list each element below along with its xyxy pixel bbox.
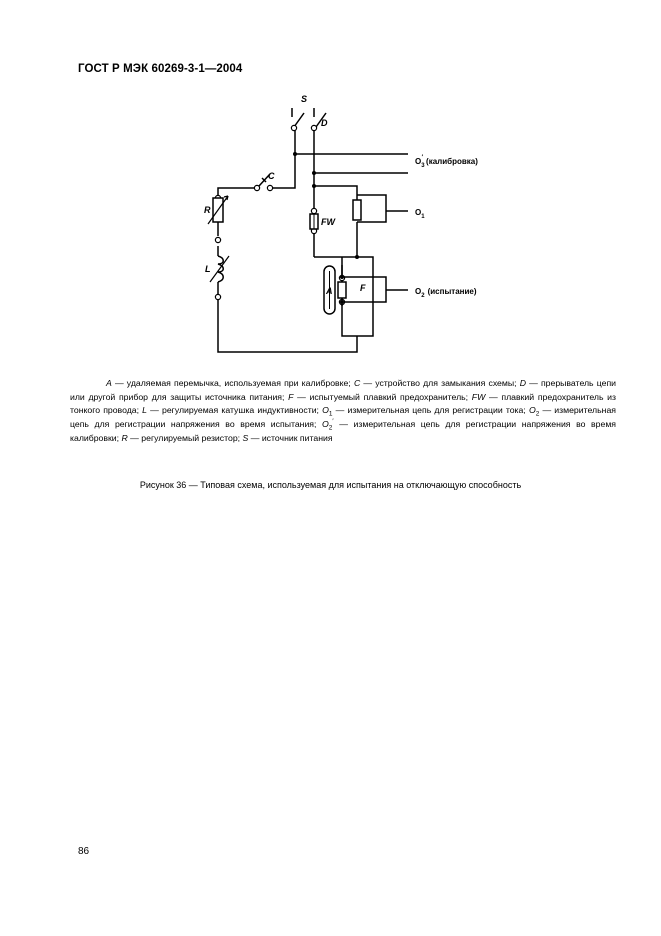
- label-d: D: [321, 118, 328, 128]
- output-o3: $O_3'$ (калибровка): [415, 155, 478, 169]
- label-s: S: [301, 94, 308, 104]
- page-number: 86: [78, 846, 90, 857]
- shunt-o1: [353, 200, 361, 220]
- label-a: A: [326, 286, 333, 296]
- fuse-f: [338, 282, 346, 298]
- terminals: [215, 125, 344, 304]
- junctions: [293, 152, 359, 304]
- label-c: C: [268, 171, 275, 181]
- output-o1: $O_1$: [415, 208, 425, 220]
- figure-caption: Рисунок 36 — Типовая схема, используемая для испытания на отключающую способность: [139, 480, 522, 490]
- label-r: R: [204, 205, 211, 215]
- label-f: F: [360, 283, 366, 293]
- output-o2: $O_2$ (испытание): [415, 287, 477, 299]
- document-header: ГОСТ Р МЭК 60269-3-1—2004: [78, 63, 243, 75]
- diagram-legend: A — удаляемая перемычка, используемая при калибровке; C — устройство для замыкания схемы; D — прерыватель цепи или другой прибор для защиты источника питания; F — испытуемый плавкий предохранитель; FW — плавкий предохранитель из тонкого провода; L — регулируемая катушка индуктивности; $O_1$ — измерительная цепь для регистрации тока; $O_2$ — измерительная цепь для регистрации напряжения во время испытания; $O_2'$ — измерительная цепь для регистрации напряжения во время калибровки; R — регулируемый резистор; S — источник питания: [70, 378, 617, 443]
- circuit-diagram: [0, 0, 661, 370]
- label-fw: FW: [321, 217, 335, 227]
- label-l: L: [205, 264, 211, 274]
